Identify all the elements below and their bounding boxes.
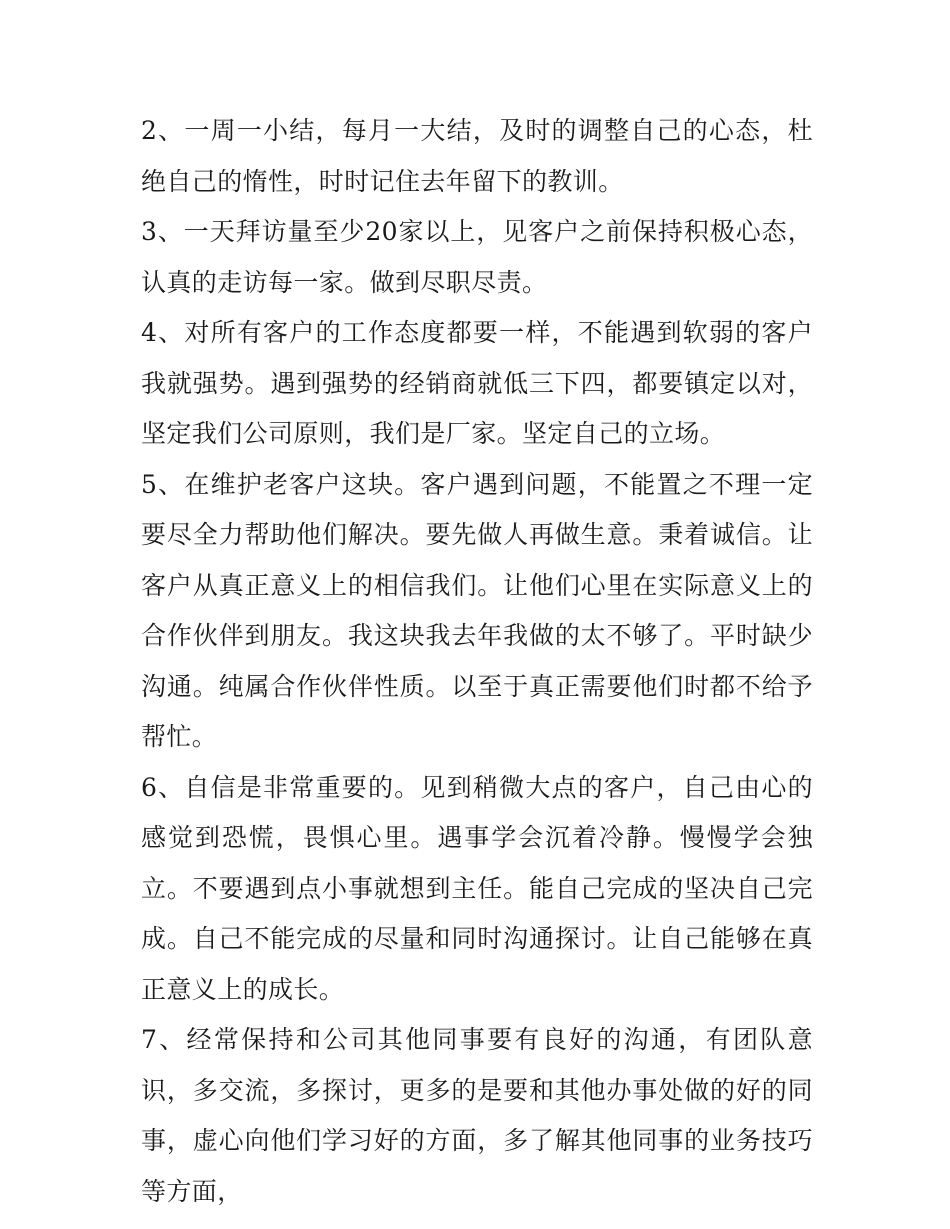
paragraph-item-6: 6、自信是非常重要的。见到稍微大点的客户，自己由心的感觉到恐慌，畏惧心里。遇事学会沉着冷静。慢慢学会独立。不要遇到点小事就想到主任。能自己完成的坚决自己完成。自己不能完成的尽量和同时沟通探讨。让自己能够在真正意义上的成长。 bbox=[141, 772, 813, 1004]
paragraph-item-5: 5、在维护老客户这块。客户遇到问题，不能置之不理一定要尽全力帮助他们解决。要先做人再做生意。秉着诚信。让客户从真正意义上的相信我们。让他们心里在实际意义上的合作伙伴到朋友。我这块我去年我做的太不够了。平时缺少沟通。纯属合作伙伴性质。以至于真正需要他们时都不给予帮忙。 bbox=[141, 469, 813, 751]
document-body bbox=[141, 106, 813, 1217]
paragraph-item-4: 4、对所有客户的工作态度都要一样，不能遇到软弱的客户我就强势。遇到强势的经销商就低三下四，都要镇定以对，坚定我们公司原则，我们是厂家。坚定自己的立场。 bbox=[141, 318, 813, 448]
paragraph-item-3: 3、一天拜访量至少20家以上，见客户之前保持积极心态，认真的走访每一家。做到尽职尽责。 bbox=[141, 217, 813, 297]
paragraph-item-7: 7、经常保持和公司其他同事要有良好的沟通，有团队意识，多交流，多探讨，更多的是要和其他办事处做的好的同事，虚心向他们学习好的方面，多了解其他同事的业务技巧等方面， bbox=[141, 1025, 813, 1206]
paragraph-item-2: 2、一周一小结，每月一大结，及时的调整自己的心态，杜绝自己的惰性，时时记住去年留下的教训。 bbox=[141, 116, 813, 196]
